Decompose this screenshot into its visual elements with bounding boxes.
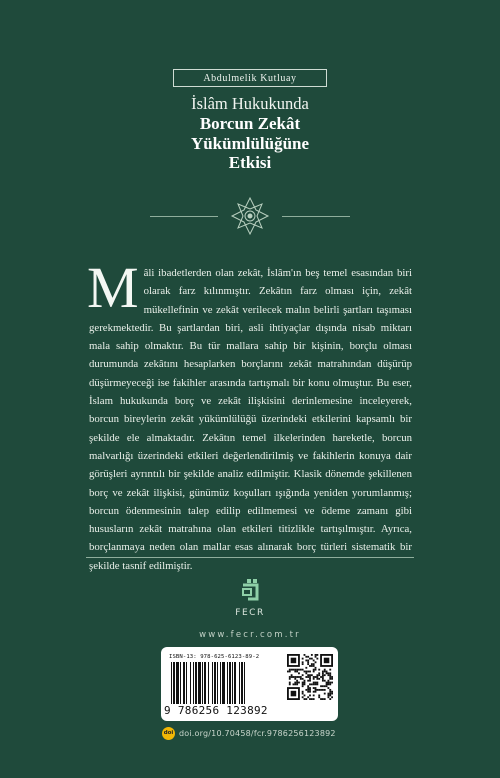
ornament-rule-right	[282, 216, 350, 217]
title-bold-line: Etkisi	[228, 153, 272, 172]
author-name: Abdulmelik Kutluay	[173, 69, 327, 87]
fecr-logo-icon	[226, 577, 274, 607]
barcode-panel	[161, 647, 338, 721]
doi-text: doi.org/10.70458/fcr.9786256123892	[179, 728, 336, 738]
book-title	[0, 94, 500, 173]
title-bold-line: Borcun Zekât	[199, 114, 301, 133]
drop-cap: M	[87, 255, 139, 320]
divider-line	[86, 557, 414, 558]
isbn-barcode	[169, 662, 281, 704]
back-cover-blurb	[87, 255, 412, 575]
blurb-text: âli ibadetlerden olan zekât, İslâm'ın beş temel esasından biri olarak farz kılınmıştır. Zekâtın farz olması için, zekât mükellefinin ve zekât verilecek malın belirli şartları taşıması gerekmektedir. Bu şartlardan biri, asli ihtiyaçlar dışında nisab miktarı mala sahip olmaktır. Bu tür mallara sahip bir kişinin, borçlu olması durumunda zekâtını hesaplarken borçlarını zekât matrahından düşürüp düşürmeyeceği ise fakihler arasında tartışmalı bir konu olmuştur. Bu eser, İslam hukukunda borç ve zekât ilişkisini derinlemesine inceleyerek, borcun bireylerin zekât yükümlülüğü üzerindeki etkilerini kapsamlı bir şekilde ele almaktadır. Zekâtın temel ilkelerinden hareketle, borcun malvarlığı üzerindeki etkileri değerlendirilmiş ve fakihlerin konuya dair görüşleri ayrıntılı bir şekilde analiz edilmiştir. Klasik dönemde şekillenen borç ve zekât ilişkisi, günümüz koşulları ışığında yeniden yorumlanmış; borcun ödenmesinin talep edilip edilmemesi ve ödeme zamanı gibi hususların zekât matrahına olan etkileri titizlikle tartışılmıştır. Ayrıca, borçlanmaya neden olan mallar esas alınarak borç türleri sistematik bir şekilde tasnif edilmiştir.	[89, 267, 412, 572]
ornament-rule-left	[150, 216, 218, 217]
title-bold-line: Yükümlülüğüne	[190, 133, 310, 153]
title-line: İslâm Hukukunda	[191, 94, 309, 113]
isbn-label: ISBN-13: 978-625-6123-89-2	[169, 654, 260, 660]
publisher-logo	[226, 577, 274, 621]
barcode-digits: 9 786256 123892	[164, 704, 268, 717]
star-ornament-icon	[223, 193, 277, 239]
doi-link[interactable]	[162, 726, 336, 740]
publisher-name: FECR	[235, 608, 265, 618]
doi-badge-icon: doi	[162, 727, 175, 740]
publisher-website[interactable]: www.fecr.com.tr	[199, 630, 301, 640]
qr-code-icon	[287, 654, 333, 700]
